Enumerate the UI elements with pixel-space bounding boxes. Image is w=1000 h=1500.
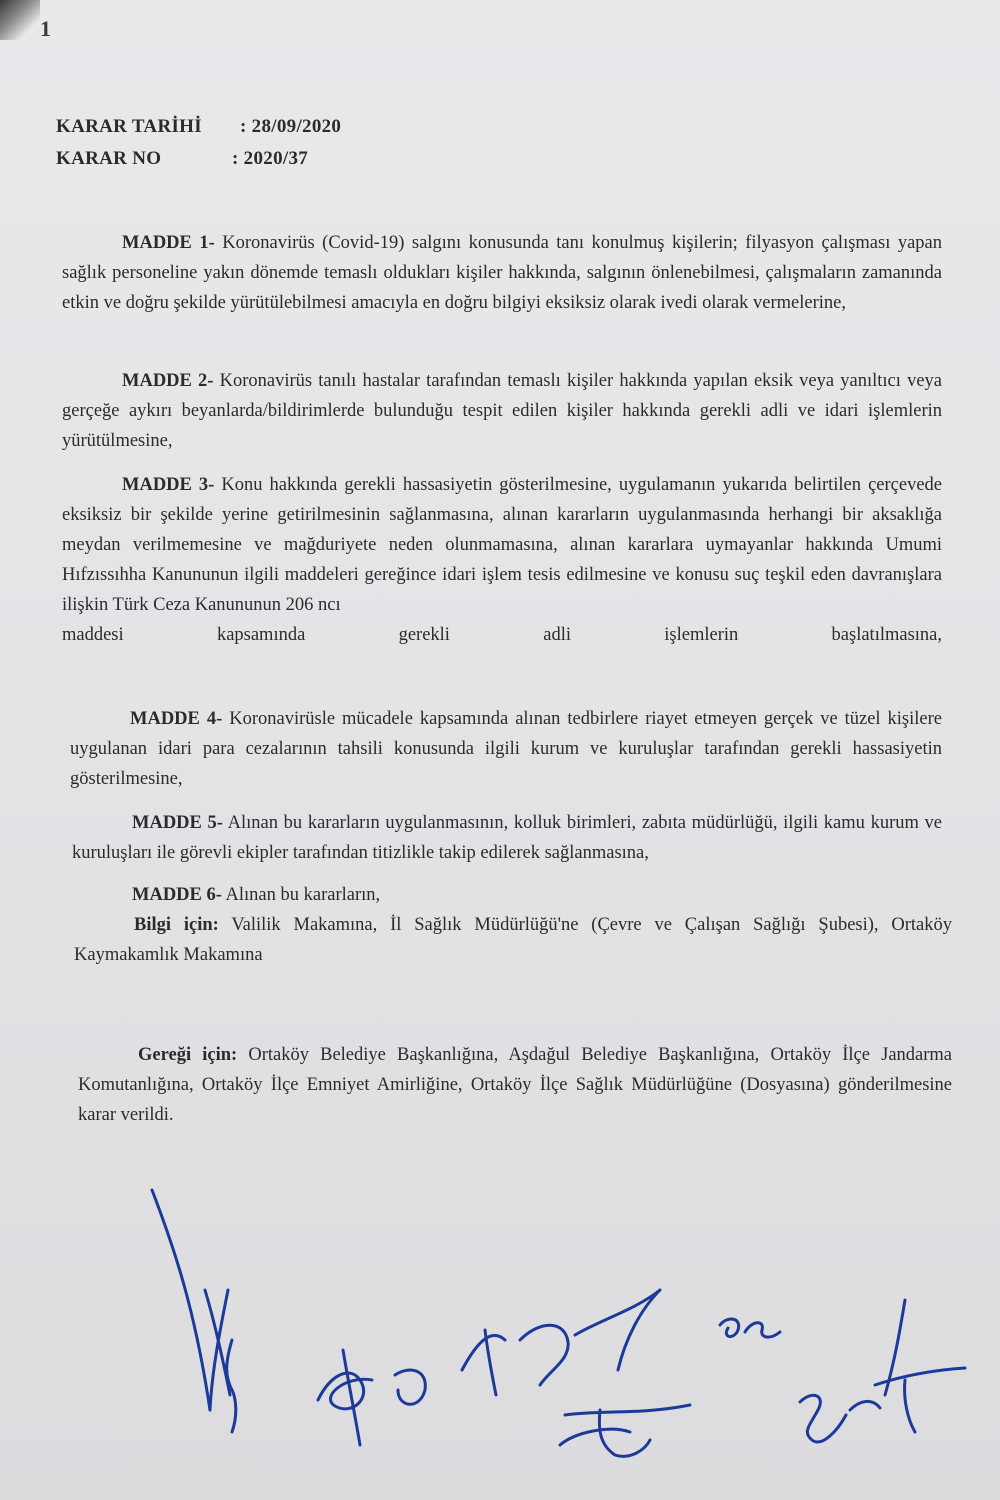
action-heading: Gereği için: bbox=[138, 1045, 238, 1065]
page-corner-shadow bbox=[0, 0, 40, 40]
signature-3 bbox=[462, 1290, 690, 1456]
info-text: Valilik Makamına, İl Sağlık Müdürlüğü'ne (Çevre ve Çalışan Sağlığı Şubesi), Ortaköy Kaymakamlık Makamına bbox=[74, 915, 953, 965]
info-recipients bbox=[74, 910, 952, 970]
page-number-mark: 1 bbox=[40, 16, 51, 41]
article-3 bbox=[62, 470, 942, 650]
article-3-text: Konu hakkında gerekli hassasiyetin gösterilmesine, uygulamanın yukarıda belirtilen çerçevede eksiksiz bir şekilde yerine getirilmesinin sağlanmasına, alınan kararların uygulanmasında herhangi bir aksaklığa meydan verilmemesine ve mağduriyete neden olunmamasına, alınan kararlara uymayanlar hakkında Umumi Hıfzıssıhha Kanununun ilgili maddeleri gereğince idari işlem tesis edilmesine ve konusu suç teşkil eden davranışlara ilişkin Türk Ceza Kanununun 206 ncı bbox=[62, 475, 942, 615]
action-text: Ortaköy Belediye Başkanlığına, Aşdağul Belediye Başkanlığına, Ortaköy İlçe Jandarma Komutanlığına, Ortaköy İlçe Emniyet Amirliğine, Ortaköy İlçe Sağlık Müdürlüğüne (Dosyasına) gönderilmesine karar verildi. bbox=[78, 1045, 952, 1125]
article-4-heading: MADDE 4- bbox=[130, 709, 223, 729]
article-1-heading: MADDE 1- bbox=[122, 233, 215, 253]
action-recipients bbox=[78, 1040, 952, 1130]
signature-4 bbox=[720, 1319, 780, 1337]
signature-1 bbox=[152, 1190, 236, 1432]
article-1 bbox=[62, 228, 942, 318]
article-5 bbox=[72, 808, 942, 868]
article-3-last-line: maddesi kapsamında gerekli adli işlemlerin başlatılmasına, bbox=[62, 625, 942, 645]
article-2-heading: MADDE 2- bbox=[122, 371, 214, 391]
decision-date-label: KARAR TARİHİ bbox=[56, 116, 202, 137]
signature-5 bbox=[800, 1300, 965, 1442]
decision-number-label: KARAR NO bbox=[56, 148, 162, 169]
article-5-heading: MADDE 5- bbox=[132, 813, 223, 833]
article-3-heading: MADDE 3- bbox=[122, 475, 215, 495]
signature-2 bbox=[318, 1350, 425, 1445]
article-6 bbox=[72, 880, 952, 910]
article-5-text: Alınan bu kararların uygulanmasının, kolluk birimleri, zabıta müdürlüğü, ilgili kamu kurum ve kuruluşları ile görevli ekipler tarafından titizlikle takip edilerek sağlanmasına, bbox=[72, 813, 942, 863]
article-2 bbox=[62, 366, 942, 456]
article-1-text: Koronavirüs (Covid-19) salgını konusunda tanı konulmuş kişilerin; filyasyon çalışması yapan sağlık personeline yakın dönemde temaslı oldukları kişiler hakkında, salgının önlenebilmesi, çalışmaların zamanında etkin ve doğru şekilde yürütülebilmesi amacıyla en doğru bilgiyi eksiksiz olarak ivedi olarak vermelerine, bbox=[62, 233, 942, 313]
article-6-text: Alınan bu kararların, bbox=[225, 885, 381, 905]
signatures-drawing bbox=[0, 1170, 1000, 1500]
decision-number-row bbox=[56, 148, 309, 170]
decision-number-value: : 2020/37 bbox=[232, 148, 309, 169]
article-4-text: Koronavirüsle mücadele kapsamında alınan tedbirlere riayet etmeyen gerçek ve tüzel kişilere uygulanan idari para cezalarının tahsili konusunda ilgili kurum ve kuruluşlar tarafından gerekli hassasiyetin gösterilmesine, bbox=[70, 709, 942, 789]
article-2-text: Koronavirüs tanılı hastalar tarafından temaslı kişiler hakkında yapılan eksik veya yanıltıcı veya gerçeğe aykırı beyanlarda/bildirimlerde bulunduğu tespit edilen kişiler hakkında gerekli adli ve idari işlemlerin yürütülmesine, bbox=[62, 371, 942, 451]
signature-area bbox=[0, 1170, 1000, 1500]
decision-date-value: : 28/09/2020 bbox=[240, 116, 342, 137]
article-4 bbox=[70, 704, 942, 794]
article-6-heading: MADDE 6- bbox=[132, 885, 222, 905]
decision-date-row bbox=[56, 116, 342, 138]
info-heading: Bilgi için: bbox=[134, 915, 219, 935]
